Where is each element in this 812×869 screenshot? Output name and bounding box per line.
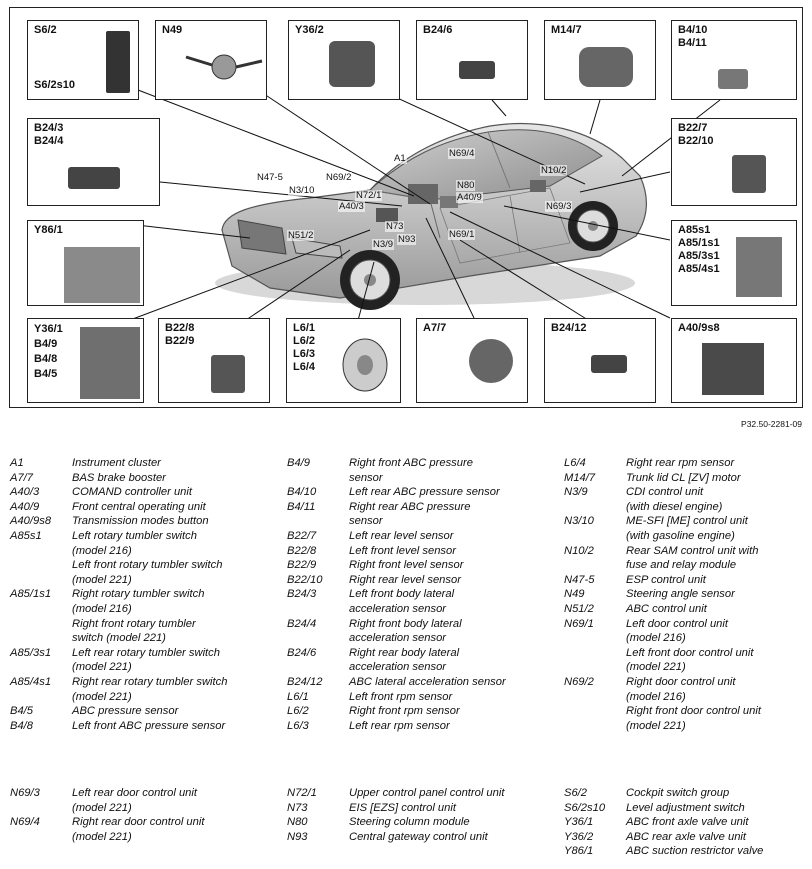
box-y36-2: [288, 20, 400, 100]
legend-code: N93: [287, 830, 308, 843]
legend-column-3: [564, 456, 761, 733]
legend-code: N47-5: [564, 573, 595, 586]
legend-description: Left front level sensor: [349, 544, 456, 557]
legend-description: Right front level sensor: [349, 559, 464, 572]
legend-description: ABC suction restrictor valve: [626, 845, 764, 858]
legend-code: A1: [10, 457, 24, 469]
legend-code: B4/8: [10, 719, 34, 732]
legend-description: Left rotary tumbler switch (model 216) Left front rotary tumbler switch (model 221): [72, 529, 223, 586]
legend-description: Left rear door control unit (model 221): [72, 787, 197, 814]
legend-entry: [287, 544, 506, 559]
legend-code: B24/4: [287, 617, 317, 630]
legend-description: Transmission modes button: [72, 515, 209, 528]
legend-entry: [10, 485, 227, 500]
legend-entry: [564, 514, 761, 543]
box-label: Y36/2: [295, 24, 324, 36]
legend-description: Left rear ABC pressure sensor: [349, 486, 500, 499]
box-label: B4/10 B4/11: [678, 24, 708, 49]
legend-row2-column-1: [10, 786, 204, 844]
legend-entry: [287, 690, 506, 705]
box-a40-9s8: [671, 318, 797, 403]
legend-code: N72/1: [287, 787, 317, 799]
legend-code: N51/2: [564, 602, 594, 615]
legend-description: Right rear body lateral acceleration sensor: [349, 646, 460, 674]
legend-entry: [287, 704, 506, 719]
box-label: A85s1 A85/1s1 A85/3s1 A85/4s1: [678, 224, 720, 275]
level-sensor-icon: [211, 355, 245, 393]
legend-entry: [287, 815, 504, 830]
legend-code: B4/5: [10, 705, 34, 718]
legend-entry: [10, 514, 227, 529]
callout-n73: N73: [386, 221, 404, 232]
legend-description: Trunk lid CL [ZV] motor: [626, 471, 741, 484]
legend-description: Right rear level sensor: [349, 573, 461, 586]
legend-entry: [564, 544, 761, 573]
box-b4-10: [671, 20, 797, 100]
box-label: Y86/1: [34, 224, 63, 236]
callout-a40-3: A40/3: [339, 201, 364, 212]
legend-description: EIS [EZS] control unit: [349, 801, 456, 814]
legend-code: A40/3: [10, 486, 40, 499]
legend-entry: [287, 485, 506, 500]
legend-description: Left rear rpm sensor: [349, 719, 450, 732]
legend-description: ME-SFI [ME] control unit (with gasoline engine): [626, 515, 748, 542]
legend-code: A7/7: [10, 471, 34, 484]
legend-entry: [287, 587, 506, 616]
legend-entry: [564, 830, 763, 845]
engine-photo: [64, 247, 140, 303]
legend-column-2: [287, 456, 506, 733]
sensor-icon: [591, 355, 627, 373]
box-n49: [155, 20, 267, 100]
legend-entry: [564, 786, 763, 801]
legend-code: N49: [564, 588, 585, 601]
legend-description: COMAND controller unit: [72, 486, 192, 499]
box-label: Y36/1 B4/9 B4/8 B4/5: [34, 323, 63, 380]
callout-n69-3: N69/3: [546, 201, 572, 212]
box-label: S6/2: [34, 24, 57, 36]
box-label: B24/3 B24/4: [34, 122, 64, 147]
legend-code: A40/9s8: [10, 515, 52, 528]
callout-a1: A1: [394, 153, 406, 164]
legend-description: ABC lateral acceleration sensor: [349, 675, 506, 688]
legend-description: Central gateway control unit: [349, 830, 488, 843]
callout-n3-9: N3/9: [373, 239, 394, 250]
legend-entry: [287, 830, 504, 845]
legend-description: Level adjustment switch: [626, 801, 745, 814]
legend-entry: [10, 704, 227, 719]
legend-entry: [287, 456, 506, 485]
motor-icon: [579, 47, 633, 87]
legend-entry: [10, 500, 227, 515]
legend-row2-column-3: [564, 786, 763, 859]
component-location-figure: [9, 7, 803, 408]
legend-description: Right rotary tumbler switch (model 216) Right front rotary tumbler switch (model 221): [72, 588, 205, 645]
legend-entry: [287, 646, 506, 675]
box-label: B22/8 B22/9: [165, 322, 195, 347]
axle-photo: [80, 327, 140, 399]
legend-code: M14/7: [564, 471, 596, 484]
legend-description: ABC rear axle valve unit: [626, 830, 747, 843]
box-label: N49: [162, 24, 183, 36]
legend-description: Right front rpm sensor: [349, 705, 460, 718]
legend-column-1: [10, 456, 227, 733]
legend-code: B22/10: [287, 573, 323, 586]
legend-entry: [287, 719, 506, 734]
legend-entry: [564, 617, 761, 675]
legend-code: Y86/1: [564, 845, 594, 858]
box-y36-1: [27, 318, 144, 403]
legend-description: Right front body lateral acceleration sensor: [349, 617, 462, 645]
callout-n51-2: N51/2: [288, 230, 314, 241]
legend-entry: [10, 471, 227, 486]
legend-entry: [10, 587, 227, 645]
box-b24-12: [544, 318, 656, 403]
legend-code: B24/3: [287, 588, 317, 601]
box-label: B24/6: [423, 24, 453, 36]
legend-entry: [287, 500, 506, 529]
legend-code: N10/2: [564, 544, 594, 557]
legend-entry: [564, 675, 761, 733]
callout-n69-4: N69/4: [449, 148, 475, 159]
legend-code: S6/2s10: [564, 801, 606, 814]
legend-description: ABC front axle valve unit: [626, 816, 749, 829]
legend-code: A40/9: [10, 500, 40, 513]
callout-a40-9: A40/9: [457, 192, 482, 203]
legend-entry: [287, 786, 504, 801]
box-y86-1: [27, 220, 144, 306]
box-s6-2: [27, 20, 139, 100]
legend-description: Right rear rotary tumbler switch (model 221): [72, 675, 228, 703]
legend-entry: [564, 815, 763, 830]
legend-description: Steering column module: [349, 816, 470, 829]
callout-n72-1: N72/1: [356, 190, 382, 201]
legend-entry: [10, 456, 227, 471]
legend-entry: [564, 587, 761, 602]
sensor-icon: [68, 167, 120, 189]
legend-description: Left rear rotary tumbler switch (model 221): [72, 646, 220, 674]
legend-row2-column-2: [287, 786, 504, 844]
legend-code: A85/3s1: [10, 646, 52, 659]
legend-code: B24/6: [287, 646, 317, 659]
legend-code: N3/10: [564, 515, 594, 528]
legend-code: N69/1: [564, 617, 594, 630]
box-m14-7: [544, 20, 656, 100]
box-b22-8: [158, 318, 270, 403]
legend-entry: [564, 602, 761, 617]
legend-code: L6/3: [287, 719, 309, 732]
legend-description: Right door control unit (model 216) Right front door control unit (model 221): [626, 675, 761, 732]
box-label: M14/7: [551, 24, 582, 36]
box-a85s1: [671, 220, 797, 306]
callout-n3-10: N3/10: [289, 185, 315, 196]
legend-entry: [10, 529, 227, 587]
legend-entry: [10, 786, 204, 815]
brake-booster-icon: [469, 339, 513, 383]
callout-n47-5: N47-5: [257, 172, 283, 183]
legend-code: N80: [287, 816, 308, 829]
legend-description: Left door control unit (model 216) Left front door control unit (model 221): [626, 617, 754, 674]
legend-code: L6/1: [287, 690, 309, 703]
box-b24-3: [27, 118, 160, 206]
box-label-secondary: S6/2s10: [34, 79, 75, 91]
legend-description: Front central operating unit: [72, 500, 206, 513]
box-label: L6/1 L6/2 L6/3 L6/4: [293, 322, 316, 373]
legend-description: ABC pressure sensor: [72, 705, 179, 718]
legend-description: Right rear ABC pressure sensor: [349, 500, 471, 528]
legend-description: Left front rpm sensor: [349, 690, 453, 703]
callout-n93: N93: [398, 234, 416, 245]
legend-description: Right front ABC pressure sensor: [349, 457, 473, 484]
pressure-sensor-icon: [718, 69, 748, 89]
legend-description: Left front ABC pressure sensor: [72, 719, 226, 732]
tumbler-switch-icon: [736, 237, 782, 297]
legend-entry: [287, 573, 506, 588]
legend-entry: [564, 485, 761, 514]
legend-code: B22/7: [287, 529, 317, 542]
legend-entry: [10, 815, 204, 844]
legend-description: Rear SAM control unit with fuse and relay module: [626, 544, 759, 572]
box-label: A40/9s8: [678, 322, 720, 334]
legend-code: B4/10: [287, 486, 317, 499]
legend-description: Right rear rpm sensor: [626, 457, 735, 469]
legend-code: B22/9: [287, 559, 317, 572]
box-a7-7: [416, 318, 528, 403]
legend-entry: [564, 471, 761, 486]
box-b24-6: [416, 20, 528, 100]
box-b22-7: [671, 118, 797, 206]
legend-description: Steering angle sensor: [626, 588, 735, 601]
legend-entry: [564, 844, 763, 859]
legend-description: BAS brake booster: [72, 471, 166, 484]
legend-description: Left rear level sensor: [349, 529, 454, 542]
legend-description: Cockpit switch group: [626, 787, 730, 799]
brake-disc-icon: [287, 319, 402, 404]
callout-n69-2: N69/2: [326, 172, 352, 183]
legend-entry: [564, 801, 763, 816]
legend-entry: [287, 617, 506, 646]
legend-entry: [287, 675, 506, 690]
legend-entry: [10, 719, 227, 734]
legend-code: N69/4: [10, 816, 40, 829]
legend-entry: [10, 675, 227, 704]
figure-code: P32.50-2281-09: [741, 419, 802, 429]
legend-code: S6/2: [564, 787, 588, 799]
box-l6-1: [286, 318, 401, 403]
legend-entry: [10, 646, 227, 675]
callout-n10-2: N10/2: [541, 165, 567, 176]
legend-description: ESP control unit: [626, 573, 706, 586]
legend-code: N69/3: [10, 787, 40, 799]
callout-n80: N80: [457, 180, 475, 191]
legend-entry: [564, 573, 761, 588]
legend-code: L6/4: [564, 457, 586, 469]
box-label: B24/12: [551, 322, 587, 334]
legend-code: N73: [287, 801, 308, 814]
legend-code: A85/1s1: [10, 588, 52, 601]
legend-code: N69/2: [564, 675, 594, 688]
level-sensor-icon: [732, 155, 766, 193]
legend-code: Y36/1: [564, 816, 594, 829]
legend-description: CDI control unit (with diesel engine): [626, 486, 723, 513]
legend-code: B24/12: [287, 675, 323, 688]
legend-entry: [287, 529, 506, 544]
legend-code: A85/4s1: [10, 675, 52, 688]
valve-unit-icon: [329, 41, 375, 87]
legend-entry: [564, 456, 761, 471]
box-label: B22/7 B22/10: [678, 122, 714, 147]
steering-sensor-icon: [156, 21, 268, 101]
legend-code: B22/8: [287, 544, 317, 557]
legend-entry: [287, 801, 504, 816]
legend-description: Left front body lateral acceleration sensor: [349, 588, 455, 615]
legend-description: Upper control panel control unit: [349, 787, 505, 799]
sensor-icon: [459, 61, 495, 79]
legend-code: B4/9: [287, 457, 311, 469]
callout-n69-1: N69/1: [449, 229, 475, 240]
transmission-button-icon: [702, 343, 764, 395]
legend-description: ABC control unit: [626, 602, 707, 615]
legend-entry: [287, 558, 506, 573]
legend-description: Right rear door control unit (model 221): [72, 816, 205, 843]
legend-code: L6/2: [287, 705, 309, 718]
switch-panel-icon: [106, 31, 130, 93]
box-label: A7/7: [423, 322, 447, 334]
legend-code: B4/11: [287, 500, 316, 513]
legend-code: N3/9: [564, 486, 588, 499]
legend-description: Instrument cluster: [72, 457, 161, 469]
legend-code: A85s1: [10, 529, 42, 542]
legend-code: Y36/2: [564, 830, 594, 843]
